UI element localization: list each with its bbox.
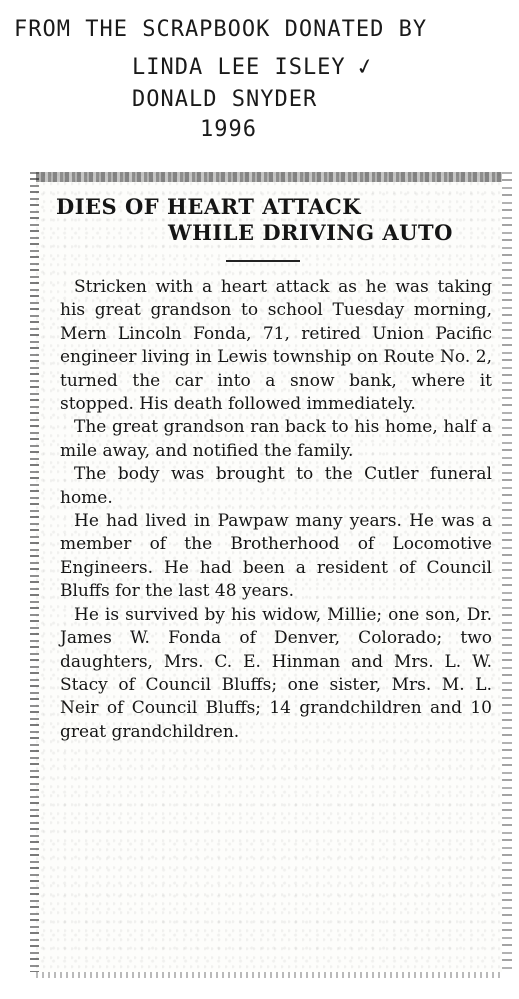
article-headline (56, 194, 496, 246)
torn-edge-left (30, 172, 39, 972)
headline-line-2: WHILE DRIVING AUTO (168, 220, 453, 245)
torn-edge-right (502, 172, 512, 972)
donation-line: FROM THE SCRAPBOOK DONATED BY (14, 17, 428, 42)
torn-edge-top (36, 172, 502, 182)
article-paragraph: He is survived by his widow, Millie; one son, Dr. James W. Fonda of Denver, Colorado; two daughters, Mrs. C. E. Hinman and Mrs. L. W. Stacy of Council Bluffs; one sister, Mrs. M. L. Neir of Council Bluffs; 14 grandchildren and 10 great grandchildren. (60, 604, 492, 742)
article-paragraph: The body was brought to the Cutler funeral home. (60, 464, 492, 508)
donor-name-line (132, 52, 378, 83)
torn-edge-bottom (36, 972, 502, 978)
donor-name-2: DONALD SNYDER (132, 87, 318, 112)
article-body (60, 276, 492, 744)
article-paragraph: He had lived in Pawpaw many years. He was a member of the Brotherhood of Locomotive Engineers. He had been a resident of Council Bluffs for the last 48 years. (60, 511, 492, 602)
handwritten-check-icon: ✓ (353, 53, 378, 82)
headline-divider (226, 260, 300, 262)
article-paragraph: Stricken with a heart attack as he was taking his great grandson to school Tuesday morning, Mern Lincoln Fonda, 71, retired Union Pacific engineer living in Lewis township on Route No. 2, turned the car into a snow bank, where it stopped. His death followed immediately. (60, 277, 492, 415)
article-paragraph: The great grandson ran back to his home, half a mile away, and notified the family. (60, 417, 492, 461)
donation-year: 1996 (200, 117, 257, 142)
newspaper-clipping (36, 172, 502, 972)
headline-line-1: DIES OF HEART ATTACK (56, 194, 361, 219)
donor-name: LINDA LEE ISLEY (132, 55, 346, 80)
